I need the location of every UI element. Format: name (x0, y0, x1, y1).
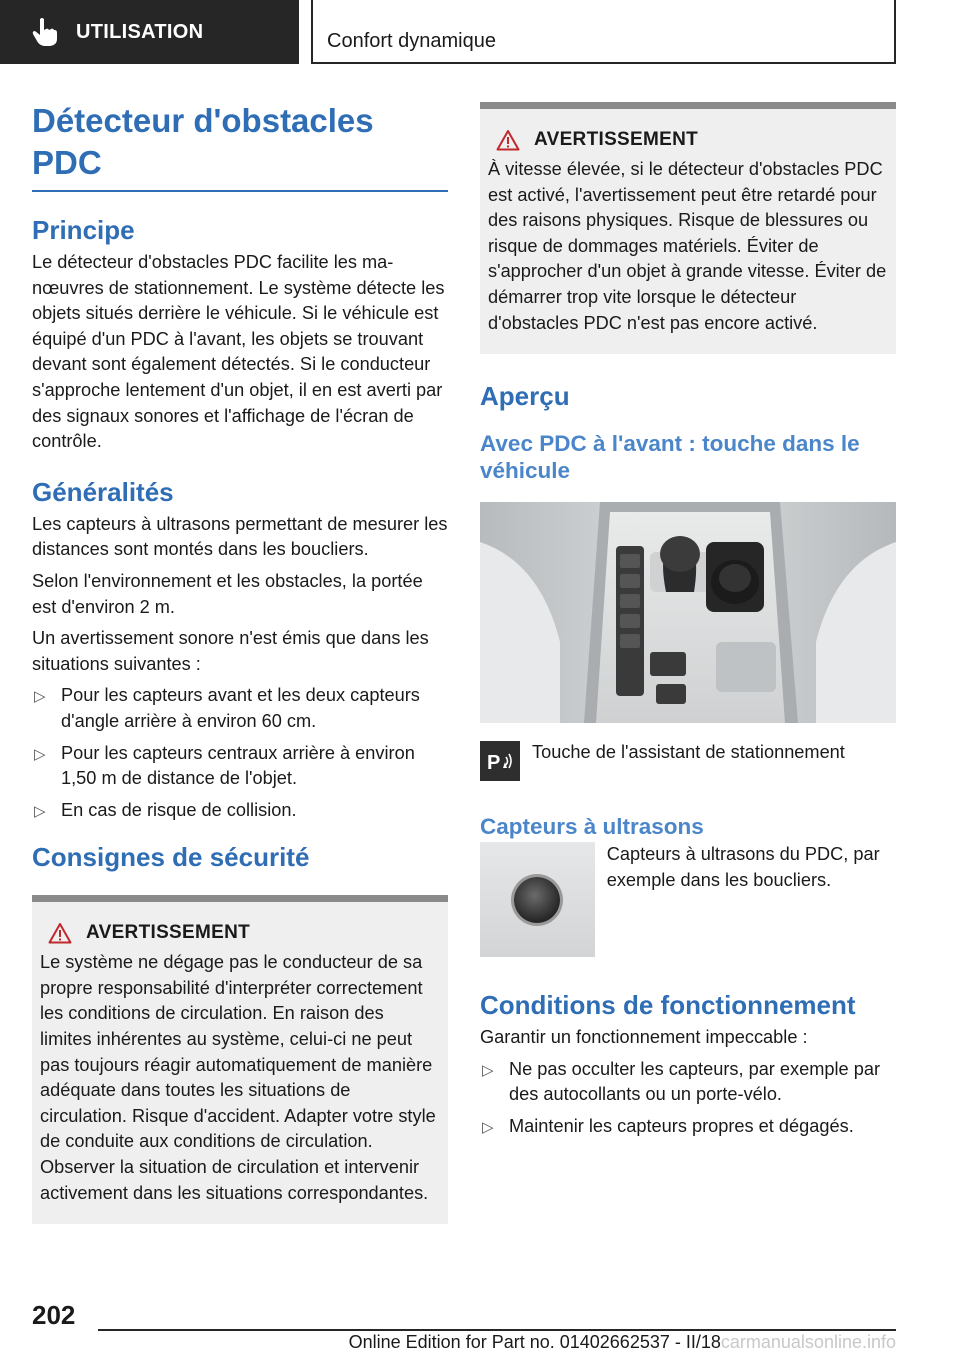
watermark: carmanualsonline.info (720, 1332, 896, 1352)
left-column (32, 100, 448, 1224)
heading-consignes: Consignes de sécurité (32, 842, 310, 873)
bullet-triangle-icon: ▷ (34, 688, 46, 706)
principe-text: Le détecteur d'obstacles PDC facilite les manœuvres de stationnement. Le système détecte les objets situés derrière le véhicule. Si le véhicule est équipé d'un PDC à l'avant, les objets se trouvant devant sont également détectés. Si le conducteur s'approche lentement d'un objet, il en est averti par des signaux sonores et l'affichage de l'écran de contrôle. (32, 252, 445, 452)
list-item: ▷ En cas de risque de collision. (32, 798, 448, 824)
warning-header (40, 920, 440, 946)
right-column (480, 102, 896, 1140)
list-item: ▷ Pour les capteurs avant et les deux capteurs d'angle arrière à environ 60 cm. (34, 685, 420, 731)
chapter-header (311, 0, 896, 64)
list-item: ▷ Pour les capteurs centraux arrière à environ 1,50 m de distance de l'objet. (34, 742, 415, 789)
warning-box (32, 895, 448, 1224)
warning-triangle-icon (48, 922, 72, 944)
chapter-title: Confort dynamique (327, 30, 496, 52)
footer-rule (98, 1329, 896, 1331)
bullet-triangle-icon: ▷ (482, 1061, 494, 1079)
warning-label: AVERTISSEMENT (86, 922, 251, 944)
hand-pointer-icon (26, 13, 64, 51)
bullet-triangle-icon: ▷ (34, 745, 46, 763)
generalites-paragraph-2: Selon l'environnement et les obstacles, la portée est d'environ 2 m. (32, 570, 423, 617)
generalites-paragraph-1: Les capteurs à ultrasons permettant de mesurer les distances sont montés dans les boucliers. (32, 513, 448, 560)
conditions-list (480, 1057, 896, 1140)
section-tab (0, 0, 299, 64)
sensor-row (480, 842, 896, 957)
sensor-dot (514, 877, 560, 923)
heading-principe: Principe (32, 215, 135, 245)
warning-triangle-icon (496, 129, 520, 151)
pdc-button-icon (480, 741, 520, 781)
list-item: ▷ Ne pas occulter les capteurs, par exemple par des autocollants ou un porte-vélo. (482, 1058, 881, 1105)
warning-label: AVERTISSEMENT (534, 129, 699, 150)
bullet-triangle-icon: ▷ (482, 1118, 494, 1136)
heading-apercu: Aperçu (480, 381, 570, 412)
edition-text: Online Edition for Part no. 01402662537 - II/18 (348, 1332, 721, 1352)
page-title: Détecteur d'obstacles PDC (32, 100, 448, 192)
svg-text:P: P (487, 752, 501, 775)
page-number: 202 (32, 1300, 76, 1330)
warning-box (480, 102, 896, 354)
warning-text: À vitesse élevée, si le détecteur d'obstacles PDC est activé, l'avertissement peut être retardé pour des raisons physiques. Risque de blessures ou risque de dommages matériels. Éviter de s'approcher d'un objet à grande vitesse. Éviter de démarrer trop vite lorsque le détecteur d'obstacles PDC n'est pas encore activé. (488, 159, 887, 333)
heading-generalites: Généralités (32, 476, 174, 507)
heading-conditions: Conditions de fonctionnement (480, 990, 856, 1021)
heading-avec-pdc: Avec PDC à l'avant : touche dans le véhicule (480, 431, 860, 484)
warning-text: Le système ne dégage pas le conducteur de sa propre responsabilité d'interpréter correctement les conditions de circulation. En raison des limites inhérentes au système, celui-ci ne peut pas toujours réagir automatiquement de manière adéquate dans toutes les situations de circulation. Risque d'accident. Adapter votre style de conduite aux conditions de circulation. Observer la situation de circulation et intervenir activement dans les situations correspondantes. (40, 952, 436, 1203)
section-label: UTILISATION (76, 20, 204, 43)
ultrasonic-sensor-image (480, 842, 595, 957)
footer-edition (349, 1332, 896, 1353)
heading-capteurs: Capteurs à ultrasons (480, 814, 704, 840)
conditions-list (32, 683, 448, 823)
conditions-intro: Garantir un fonctionnement impeccable : (480, 1027, 808, 1048)
generalites-paragraph-3: Un avertissement sonore n'est émis que dans les situations suivantes : (32, 628, 429, 674)
capteurs-text: Capteurs à ultrasons du PDC, par exemple dans les boucliers. (606, 844, 880, 890)
warning-header (488, 127, 888, 153)
button-caption: Touche de l'assistant de stationnement (532, 742, 845, 763)
bullet-triangle-icon: ▷ (34, 802, 46, 820)
center-console-photo (480, 502, 896, 723)
list-item: ▷ Maintenir les capteurs propres et dégagés. (480, 1114, 896, 1140)
legend-row (480, 741, 896, 781)
